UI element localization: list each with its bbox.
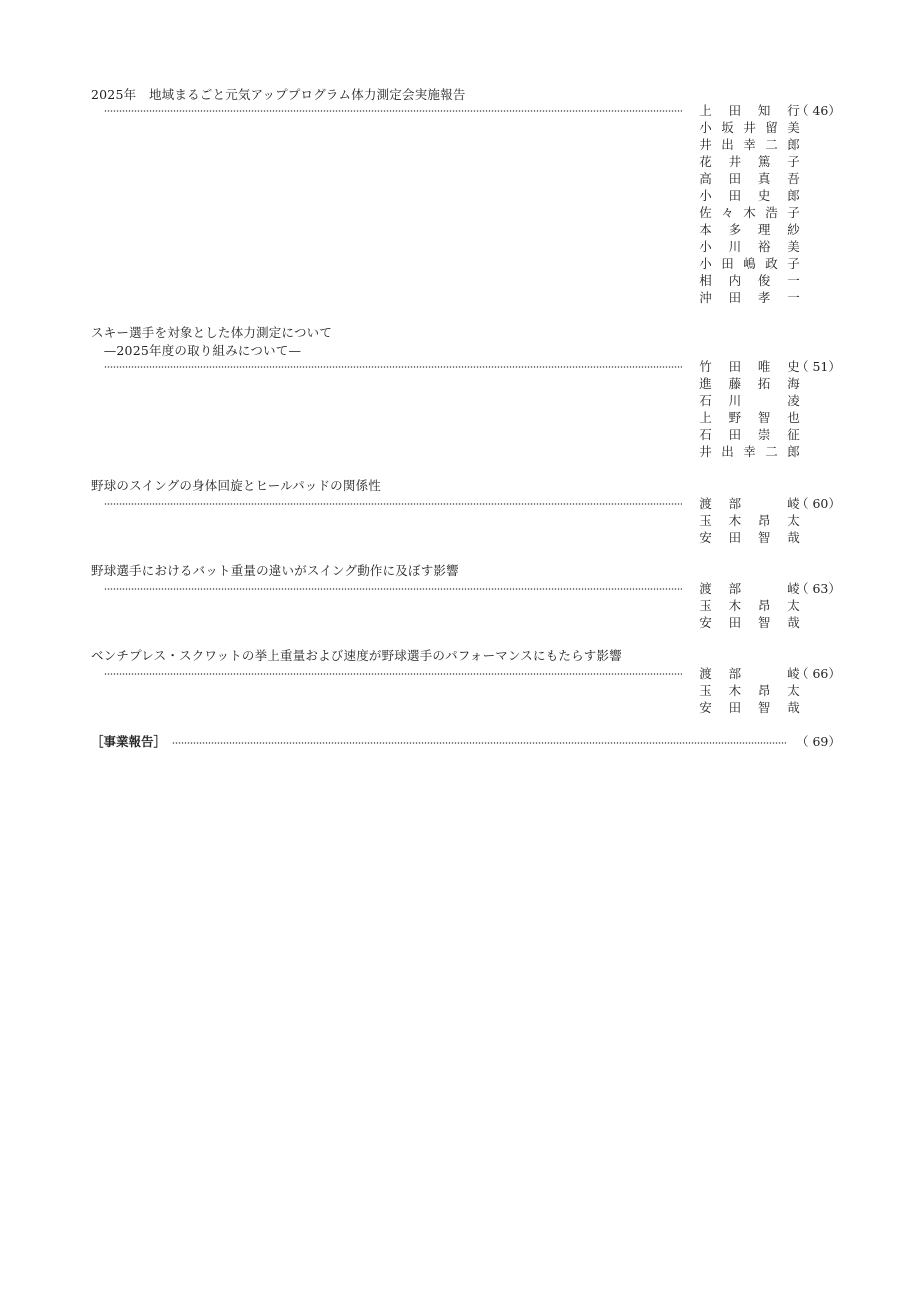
section-label: ［事業報告］ [91,734,167,749]
author-char: 浩 [765,205,778,220]
entry-title: スキー選手を対象とした体力測定について [91,325,333,340]
author-char: 高 [699,171,712,186]
author-char [756,665,773,682]
author-char: 田 [728,103,742,118]
author-char: 本 [699,222,712,237]
author-name [697,187,802,204]
author-char: 崚 [787,666,800,681]
author-char: 智 [757,410,771,425]
author-char: 哉 [787,530,800,545]
author-char: 太 [787,683,800,698]
author-char: 竹 [699,359,712,374]
author-char: 崚 [787,496,800,511]
author-char: 多 [728,222,742,237]
author-char: 裕 [757,239,771,254]
author-name [697,512,802,529]
author-name [697,529,802,546]
author-name [697,597,802,614]
author-name [697,358,802,375]
author-char: 政 [765,256,778,271]
author-char: 史 [787,359,800,374]
author-char: 石 [699,427,712,442]
author-char: 々 [721,205,734,220]
author-name [697,682,802,699]
author-char: 郎 [787,444,800,459]
entry-title: 2025年 地域まるごと元気アッププログラム体力測定会実施報告 [91,87,466,102]
author-char: 野 [728,410,742,425]
author-char: 渡 [699,666,712,681]
author-char: 木 [728,513,742,528]
entry-title: ベンチプレス・スクワットの挙上重量および速度が野球選手のパフォーマンスにもたらす影響 [91,648,622,663]
author-char [756,392,773,409]
author-char: 一 [787,290,800,305]
author-char: 田 [728,427,742,442]
author-char: 真 [757,171,771,186]
author-char: 石 [699,393,712,408]
author-char: 木 [743,205,756,220]
author-char: 孝 [757,290,771,305]
author-char: 玉 [699,683,712,698]
author-char: 安 [699,700,712,715]
author-char: 幸 [743,444,756,459]
author-list [697,665,802,716]
author-char: 哉 [787,700,800,715]
author-char: 紗 [787,222,800,237]
author-char: 小 [699,239,712,254]
author-char: 知 [757,103,771,118]
author-char: 木 [728,598,742,613]
author-char: 安 [699,530,712,545]
author-name [697,409,802,426]
author-char: 子 [787,256,800,271]
author-char: 二 [765,444,778,459]
author-char: 上 [699,103,712,118]
page-number: （ 69） [796,734,841,749]
author-char: 田 [728,188,742,203]
author-char: 小 [699,120,712,135]
author-char: 部 [728,581,742,596]
author-char: 坂 [721,120,734,135]
author-char: 出 [721,137,734,152]
author-char: 沖 [699,290,712,305]
author-list [697,495,802,546]
page-number: （ 66） [796,666,841,681]
author-char: 井 [743,120,756,135]
author-name [697,272,802,289]
author-char: 渡 [699,581,712,596]
author-char: 花 [699,154,712,169]
author-char: 上 [699,410,712,425]
author-name [697,119,802,136]
entry-subtitle: —2025年度の取り組みについて— [91,343,302,358]
author-name [697,699,802,716]
author-char: 佐 [699,205,712,220]
author-char: 崇 [757,427,771,442]
author-name [697,375,802,392]
author-name [697,170,802,187]
author-char: 海 [787,376,800,391]
page-number: （ 46） [796,103,841,118]
author-char: 郎 [787,188,800,203]
author-char: 田 [728,359,742,374]
author-char: 子 [787,154,800,169]
author-char: 崚 [787,581,800,596]
author-name [697,443,802,460]
author-char: 太 [787,598,800,613]
author-name [697,255,802,272]
author-name [697,580,802,597]
author-char: 相 [699,273,712,288]
author-char: 二 [765,137,778,152]
author-char: 玉 [699,513,712,528]
author-char: 子 [787,205,800,220]
author-char: 川 [728,239,742,254]
author-char [756,495,773,512]
author-name [697,289,802,306]
author-char: 智 [757,615,771,630]
author-char: 理 [757,222,771,237]
author-char: 昂 [757,598,771,613]
author-name [697,614,802,631]
author-char: 篤 [757,154,771,169]
author-char: 吾 [787,171,800,186]
author-char: 田 [728,171,742,186]
author-list [697,102,802,306]
author-char: 唯 [757,359,771,374]
author-char: 史 [757,188,771,203]
author-name [697,204,802,221]
author-char: 也 [787,410,800,425]
dot-leader [104,366,682,368]
page-number: （ 63） [796,581,841,596]
author-char: 昂 [757,513,771,528]
author-char: 田 [721,256,734,271]
author-name [697,426,802,443]
page-number: （ 60） [796,496,841,511]
author-char: 安 [699,615,712,630]
author-char: 太 [787,513,800,528]
author-list [697,358,802,460]
dot-leader [104,503,682,505]
author-char: 幸 [743,137,756,152]
author-char: 美 [787,120,800,135]
author-char: 拓 [757,376,771,391]
author-char: 部 [728,496,742,511]
author-char: 小 [699,256,712,271]
author-char: 征 [787,427,800,442]
author-char: 行 [787,103,800,118]
author-name [697,392,802,409]
author-name [697,221,802,238]
author-char: 渡 [699,496,712,511]
author-char: 川 [728,393,742,408]
author-char: 昂 [757,683,771,698]
author-char: 内 [728,273,742,288]
dot-leader [172,742,786,744]
author-char: 藤 [728,376,742,391]
author-char: 嶋 [743,256,756,271]
author-char: 部 [728,666,742,681]
dot-leader [104,673,682,675]
author-char: 智 [757,530,771,545]
author-char: 郎 [787,137,800,152]
author-char [756,580,773,597]
author-char: 井 [699,137,712,152]
author-char: 凌 [787,393,800,408]
author-char: 留 [765,120,778,135]
author-char: 木 [728,683,742,698]
author-char: 進 [699,376,712,391]
author-name [697,238,802,255]
author-name [697,495,802,512]
author-char: 井 [728,154,742,169]
author-char: 玉 [699,598,712,613]
author-char: 田 [728,530,742,545]
author-name [697,153,802,170]
author-char: 智 [757,700,771,715]
entry-title: 野球のスイングの身体回旋とヒールパッドの関係性 [91,478,381,493]
author-name [697,136,802,153]
author-name [697,665,802,682]
author-char: 一 [787,273,800,288]
page-number: （ 51） [796,359,841,374]
author-char: 哉 [787,615,800,630]
dot-leader [104,110,682,112]
author-list [697,580,802,631]
entry-title: 野球選手におけるバット重量の違いがスイング動作に及ぼす影響 [91,563,459,578]
author-char: 井 [699,444,712,459]
author-char: 俊 [757,273,771,288]
author-char: 田 [728,700,742,715]
author-name [697,102,802,119]
author-char: 田 [728,290,742,305]
author-char: 出 [721,444,734,459]
author-char: 美 [787,239,800,254]
author-char: 小 [699,188,712,203]
author-char: 田 [728,615,742,630]
dot-leader [104,588,682,590]
